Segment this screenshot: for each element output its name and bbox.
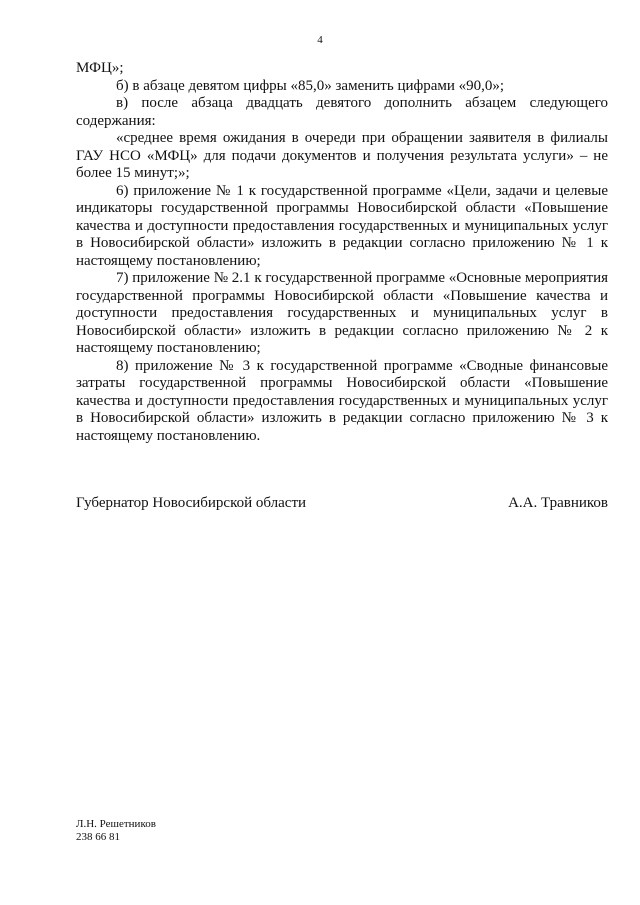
signature-block — [76, 494, 608, 512]
paragraph-item-6: 6) приложение № 1 к государственной программе «Цели, задачи и целевые индикаторы государственной программы Новосибирской области «Повышение качества и доступности предоставления государственных и муниципальных услуг в Новосибирской области» изложить в редакции согласно приложению № 1 к настоящему постановлению; — [76, 182, 608, 269]
page-number: 4 — [317, 34, 323, 46]
paragraph-quote: «среднее время ожидания в очереди при обращении заявителя в филиалы ГАУ НСО «МФЦ» для подачи документов и получения результата услуги» – не более 15 минут;»; — [76, 130, 608, 181]
document-body — [76, 60, 608, 445]
paragraph-item-8: 8) приложение № 3 к государственной программе «Сводные финансовые затраты государственной программы Новосибирской области «Повышение качества и доступности предоставления государственных и муниципальных услуг в Новосибирской области» изложить в редакции согласно приложению № 3 к настоящему постановлению. — [76, 357, 608, 444]
paragraph-continuation: МФЦ»; — [76, 60, 124, 76]
signatory-position: Губернатор Новосибирской области — [76, 495, 307, 511]
paragraph-item-v: в) после абзаца двадцать девятого дополнить абзацем следующего содержания: — [76, 95, 608, 129]
paragraph-item-b: б) в абзаце девятом цифры «85,0» заменить цифрами «90,0»; — [116, 77, 505, 94]
signatory-name: А.А. Травников — [508, 495, 608, 511]
executor-block — [76, 818, 156, 844]
paragraph-item-7: 7) приложение № 2.1 к государственной программе «Основные мероприятия государственной программы Новосибирской области «Повышение качества и доступности предоставления государственных и муниципальных услуг в Новосибирской области» изложить в редакции согласно приложению № 2 к настоящему постановлению; — [76, 270, 608, 356]
executor-name: Л.Н. Решетников — [76, 818, 156, 830]
executor-phone: 238 66 81 — [76, 831, 120, 843]
